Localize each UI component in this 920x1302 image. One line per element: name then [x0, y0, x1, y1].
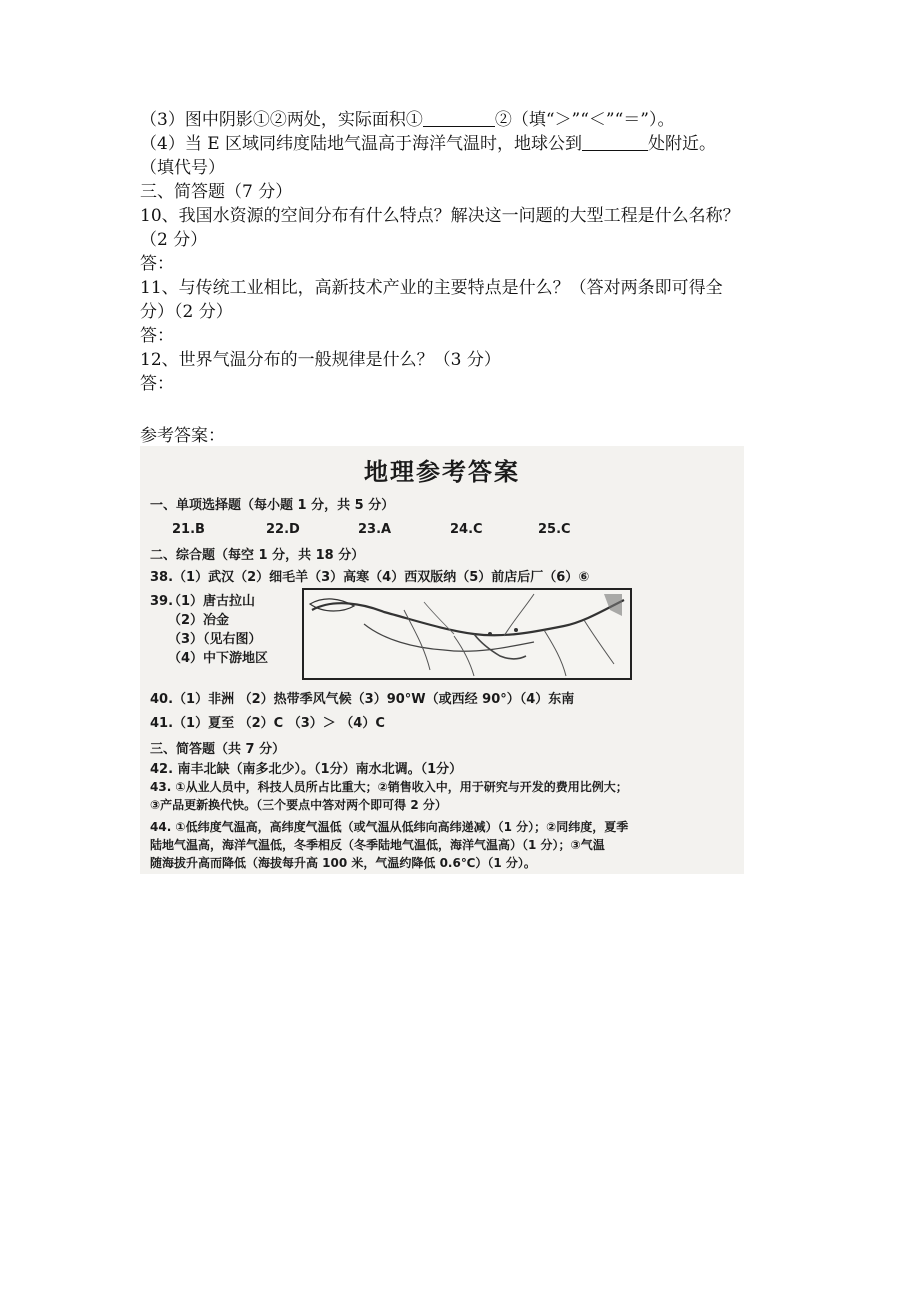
answer-42: 42. 南丰北缺（南多北少）。（1分）南水北调。（1分）: [150, 762, 463, 777]
section-3-header: 三、简答题（共 7 分）: [150, 742, 286, 757]
section-1-header: 一、单项选择题（每小题 1 分，共 5 分）: [150, 498, 395, 513]
section-2-header: 二、综合题（每空 1 分，共 18 分）: [150, 548, 365, 563]
question-3: [140, 108, 800, 132]
answer-41: 41.（1）夏至 （2）C （3）＞ （4）C: [150, 716, 385, 731]
answer-sheet-scan: [140, 446, 744, 874]
answer-44-line-1: 44. ①低纬度气温高，高纬度气温低（或气温从低纬向高纬递减）（1 分）；②同纬度，夏季: [150, 820, 629, 834]
question-4-text: （4）当 E 区域同纬度陆地气温高于海洋气温时，地球公到: [140, 134, 583, 154]
question-4-tail: 处附近。: [648, 134, 717, 154]
answer-40: 40.（1）非洲 （2）热带季风气候（3）90°W（或西经 90°）（4）东南: [150, 692, 575, 707]
section-3-heading: 三、简答题（7 分）: [140, 182, 293, 202]
question-3-text: （3）图中阴影①②两处，实际面积①: [140, 110, 423, 130]
answer-blank-3: [423, 108, 495, 127]
question-11-line-2: 分）（2 分）: [140, 302, 233, 322]
choice-answer: 23.A: [358, 522, 392, 537]
river-map-figure: [302, 588, 632, 680]
question-3-tail: ②（填“＞”“＜”“＝”）。: [494, 110, 675, 130]
answer-39-item: （4）中下游地区: [168, 651, 269, 666]
question-4-continued: （填代号）: [140, 158, 225, 178]
answer-44-line-2: 陆地气温高，海洋气温低，冬季相反（冬季陆地气温低，海洋气温高）（1 分）；③气温: [150, 838, 605, 852]
choice-answer: 22.D: [266, 522, 300, 537]
question-text-block: [140, 108, 800, 396]
answer-38: 38.（1）武汉（2）细毛羊（3）高寒（4）西双版纳（5）前店后厂（6）⑥: [150, 570, 590, 585]
question-11-answer-label: 答：: [140, 326, 174, 346]
answer-sheet-title: 地理参考答案: [364, 458, 520, 486]
question-10-line-1: 10、我国水资源的空间分布有什么特点？解决这一问题的大型工程是什么名称？: [140, 206, 740, 226]
choice-answer: 24.C: [450, 522, 483, 537]
question-10-answer-label: 答：: [140, 254, 174, 274]
question-11-line-1: 11、与传统工业相比，高新技术产业的主要特点是什么？（答对两条即可得全: [140, 278, 723, 298]
question-10-line-2: （2 分）: [140, 230, 208, 250]
choice-answer: 21.B: [172, 522, 205, 537]
answer-44-line-3: 随海拔升高而降低（海拔每升高 100 米，气温约降低 0.6℃）（1 分）。: [150, 856, 536, 870]
reference-answer-label: 参考答案：: [140, 426, 225, 446]
answer-39-item: （1）唐古拉山: [168, 594, 256, 609]
answer-blank-4: [582, 132, 648, 151]
answer-39-number: 39.: [150, 594, 174, 609]
answer-39-item: （2）冶金: [168, 613, 230, 628]
choice-answer: 25.C: [538, 522, 571, 537]
question-4: [140, 132, 800, 156]
river-map-drawing: [304, 590, 630, 678]
question-12-answer-label: 答：: [140, 374, 174, 394]
answer-43-line-1: 43. ①从业人员中，科技人员所占比重大；②销售收入中，用于研究与开发的费用比例大；: [150, 780, 628, 794]
question-12-line-1: 12、世界气温分布的一般规律是什么？（3 分）: [140, 350, 501, 370]
answer-43-line-2: ③产品更新换代快。（三个要点中答对两个即可得 2 分）: [150, 798, 447, 812]
answer-39-item: （3）（见右图）: [168, 632, 262, 647]
answer-39: [150, 592, 268, 668]
